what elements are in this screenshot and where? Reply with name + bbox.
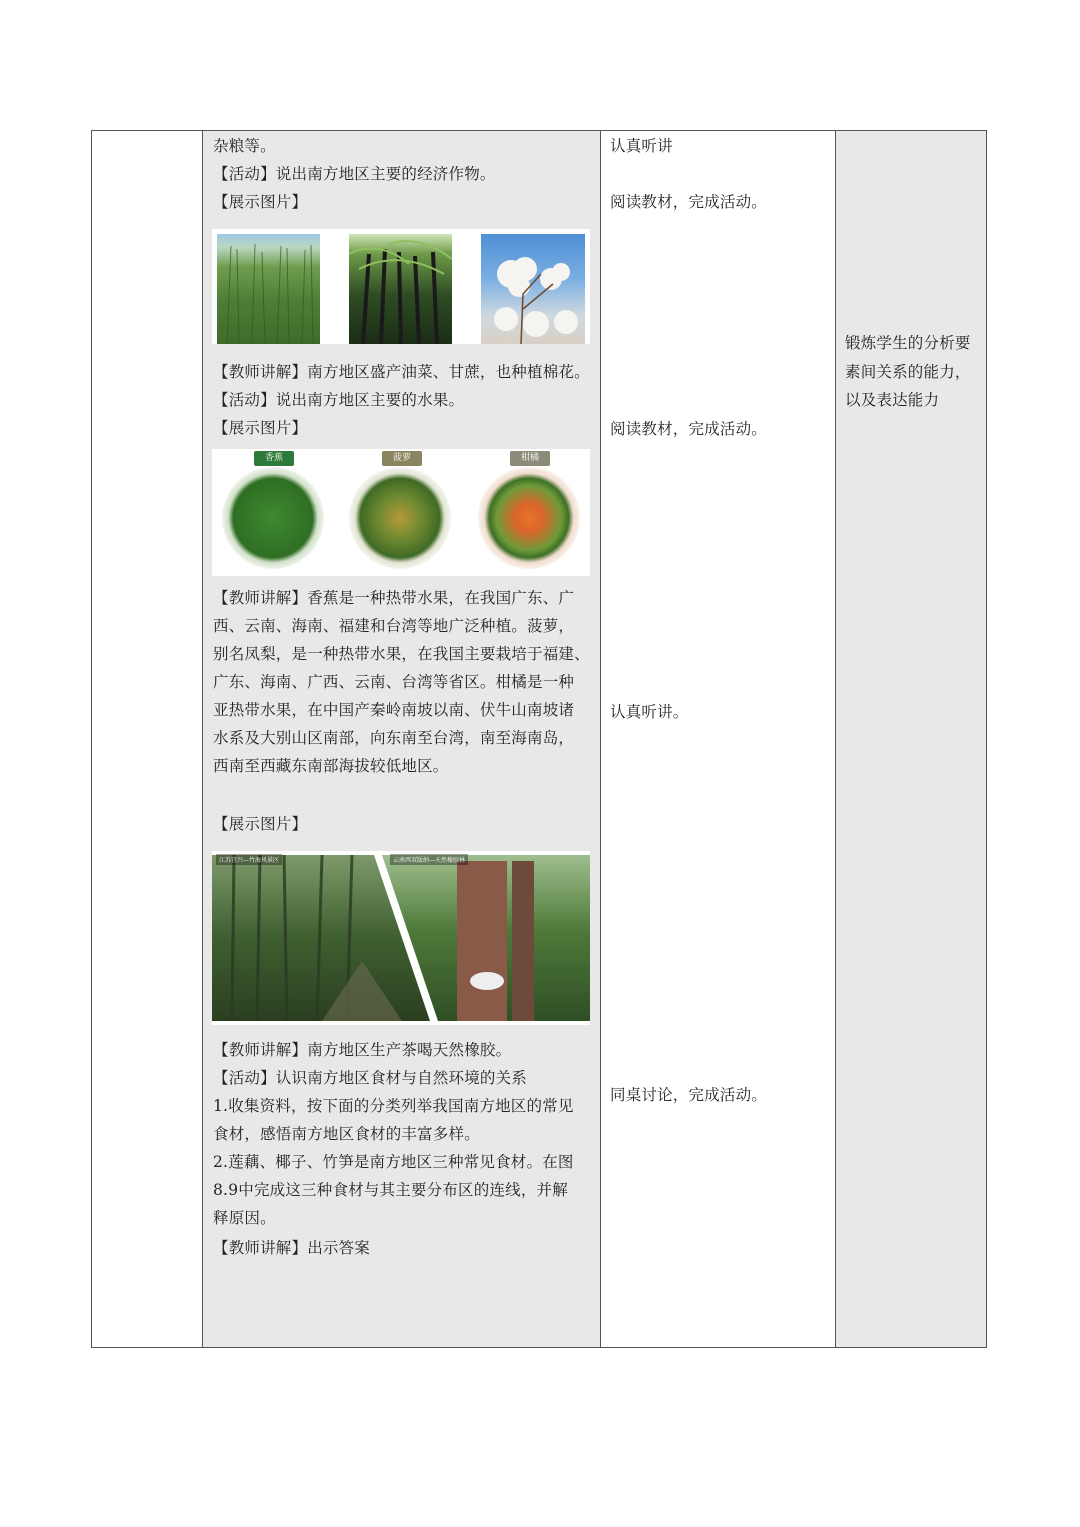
table-cell-empty [92, 131, 203, 1347]
fruits-photo-strip [212, 449, 590, 576]
text-line: 别名凤梨，是一种热带水果，在我国主要栽培于福建、 [213, 645, 590, 663]
text-line: 亚热带水果，在中国产秦岭南坡以南、伏牛山南坡诸 [213, 701, 575, 719]
text-line: 素间关系的能力， [845, 363, 971, 381]
text-line: 8.9中完成这三种食材与其主要分布区的连线，并解 [213, 1181, 568, 1199]
crops-photo-strip [212, 229, 590, 344]
text-line: 【教师讲解】出示答案 [213, 1239, 371, 1257]
text-line: 2.莲藕、椰子、竹笋是南方地区三种常见食材。在图 [213, 1153, 574, 1171]
text-line: 同桌讨论，完成活动。 [610, 1086, 768, 1104]
rubber-caption: 云南西双版纳—天然橡胶林 [390, 854, 468, 865]
text-line: 锻炼学生的分析要 [845, 334, 971, 352]
sugarcane-photo [349, 234, 452, 344]
banana-photo [222, 467, 324, 569]
pineapple-photo [349, 467, 451, 569]
text-line: 西、云南、海南、福建和台湾等地广泛种植。菠萝， [213, 617, 575, 635]
text-line: 食材，感悟南方地区食材的丰富多样。 [213, 1125, 480, 1143]
text-line: 认真听讲 [610, 137, 673, 155]
table-cell-design-intent [836, 131, 986, 1347]
text-line: 阅读教材，完成活动。 [610, 420, 768, 438]
text-line: 【活动】说出南方地区主要的经济作物。 [213, 165, 496, 183]
citrus-photo [478, 467, 580, 569]
text-line: 西南至西藏东南部海拔较低地区。 [213, 757, 449, 775]
table-cell-student-activity [601, 131, 836, 1347]
text-line: 释原因。 [213, 1209, 276, 1227]
text-line: 【展示图片】 [213, 193, 308, 211]
text-line: 杂粮等。 [213, 137, 276, 155]
text-line: 【教师讲解】南方地区盛产油菜、甘蔗，也种植棉花。 [213, 363, 590, 381]
table-cell-teacher-activity [203, 131, 601, 1347]
banana-label-bg: 香蕉 [254, 451, 294, 466]
text-line: 【展示图片】 [213, 815, 308, 833]
bamboo-rubber-photo [212, 851, 590, 1025]
text-line: 【教师讲解】香蕉是一种热带水果，在我国广东、广 [213, 589, 575, 607]
text-line: 水系及大别山区南部，向东南至台湾，南至海南岛， [213, 729, 575, 747]
text-line: 1.收集资料，按下面的分类列举我国南方地区的常见 [213, 1097, 574, 1115]
citrus-label: 柑橘 [510, 451, 550, 466]
text-line: 【教师讲解】南方地区生产茶喝天然橡胶。 [213, 1041, 512, 1059]
lesson-table [91, 130, 987, 1348]
text-line: 【活动】说出南方地区主要的水果。 [213, 391, 465, 409]
text-line: 广东、海南、广西、云南、台湾等省区。柑橘是一种 [213, 673, 575, 691]
rapeseed-photo [217, 234, 320, 344]
pineapple-label: 菠萝 [382, 451, 422, 466]
cotton-photo [481, 234, 585, 344]
bamboo-caption: 江苏宜兴—竹海风景区 [216, 854, 282, 865]
text-line: 阅读教材，完成活动。 [610, 193, 768, 211]
text-line: 以及表达能力 [845, 391, 940, 409]
text-line: 【展示图片】 [213, 419, 308, 437]
text-line: 【活动】认识南方地区食材与自然环境的关系 [213, 1069, 528, 1087]
text-line: 认真听讲。 [610, 703, 689, 721]
